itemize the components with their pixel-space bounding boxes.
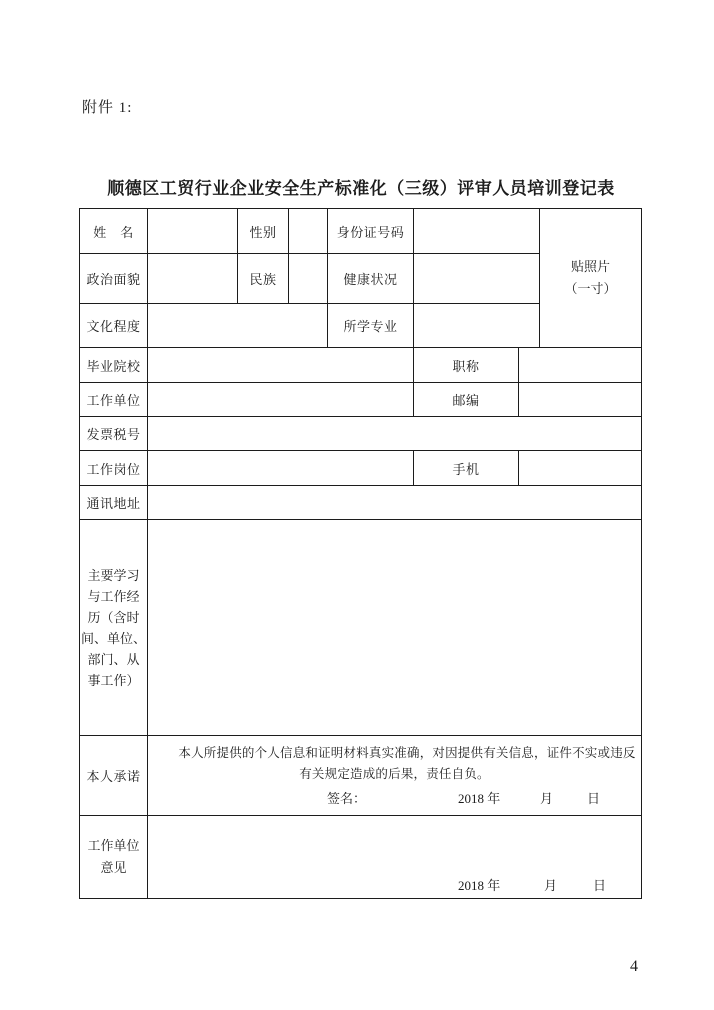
mobile-label: 手机 bbox=[414, 451, 519, 486]
promise-month: 月 bbox=[540, 791, 554, 806]
promise-label: 本人承诺 bbox=[80, 736, 148, 816]
promise-day: 日 bbox=[587, 791, 601, 806]
opinion-date-line bbox=[153, 875, 636, 894]
ethnicity-value-cell bbox=[289, 254, 328, 304]
opinion-day: 日 bbox=[593, 878, 607, 893]
gender-label: 性别 bbox=[238, 209, 289, 254]
registration-table bbox=[79, 208, 642, 899]
major-label: 所学专业 bbox=[328, 304, 414, 348]
tax-number-value-cell bbox=[148, 417, 642, 451]
promise-text: 本人所提供的个人信息和证明材料真实准确，对因提供有关信息，证件不实或违反有关规定造成的后果，责任自负。 bbox=[178, 746, 636, 781]
signature-label: 签名： bbox=[327, 791, 367, 806]
mobile-value-cell bbox=[519, 451, 642, 486]
political-status-label: 政治面貌 bbox=[80, 254, 148, 304]
row-promise bbox=[80, 736, 642, 816]
promise-sign-line bbox=[148, 786, 641, 808]
health-value-cell bbox=[414, 254, 540, 304]
row-tax bbox=[80, 417, 642, 451]
form-title: 顺德区工贸行业企业安全生产标准化（三级）评审人员培训登记表 bbox=[107, 179, 615, 198]
health-label: 健康状况 bbox=[328, 254, 414, 304]
photo-box: 贴照片 （一寸） bbox=[540, 209, 642, 348]
major-value-cell bbox=[414, 304, 540, 348]
tax-number-label: 发票税号 bbox=[80, 417, 148, 451]
postcode-label: 邮编 bbox=[414, 383, 519, 417]
school-label: 毕业院校 bbox=[80, 348, 148, 383]
political-status-value-cell bbox=[148, 254, 238, 304]
page-number: 4 bbox=[630, 958, 638, 975]
jobtitle-value-cell bbox=[519, 348, 642, 383]
education-label: 文化程度 bbox=[80, 304, 148, 348]
name-label: 姓 名 bbox=[80, 209, 148, 254]
school-value-cell bbox=[148, 348, 414, 383]
row-school bbox=[80, 348, 642, 383]
row-experience bbox=[80, 520, 642, 736]
row-name bbox=[80, 209, 642, 254]
employer-value-cell bbox=[148, 383, 414, 417]
address-value-cell bbox=[148, 486, 642, 520]
opinion-month: 月 bbox=[544, 878, 558, 893]
jobtitle-label: 职称 bbox=[414, 348, 519, 383]
gender-value-cell bbox=[289, 209, 328, 254]
row-position bbox=[80, 451, 642, 486]
opinion-label: 工作单位 意见 bbox=[80, 816, 148, 899]
promise-cell bbox=[148, 736, 642, 816]
education-value-cell bbox=[148, 304, 328, 348]
position-label: 工作岗位 bbox=[80, 451, 148, 486]
opinion-year: 2018 年 bbox=[458, 878, 501, 893]
name-value-cell bbox=[148, 209, 238, 254]
postcode-value-cell bbox=[519, 383, 642, 417]
row-address bbox=[80, 486, 642, 520]
row-opinion bbox=[80, 816, 642, 899]
promise-year: 2018 年 bbox=[458, 791, 501, 806]
position-value-cell bbox=[148, 451, 414, 486]
opinion-value-cell bbox=[148, 816, 642, 899]
ethnicity-label: 民族 bbox=[238, 254, 289, 304]
row-employer bbox=[80, 383, 642, 417]
idcard-value-cell bbox=[414, 209, 540, 254]
employer-label: 工作单位 bbox=[80, 383, 148, 417]
idcard-label: 身份证号码 bbox=[328, 209, 414, 254]
experience-label: 主要学习 与工作经 历（含时 间、单位、 部门、从 事工作） bbox=[80, 520, 148, 736]
address-label: 通讯地址 bbox=[80, 486, 148, 520]
experience-value-cell bbox=[148, 520, 642, 736]
attachment-label: 附件 1: bbox=[82, 100, 133, 116]
